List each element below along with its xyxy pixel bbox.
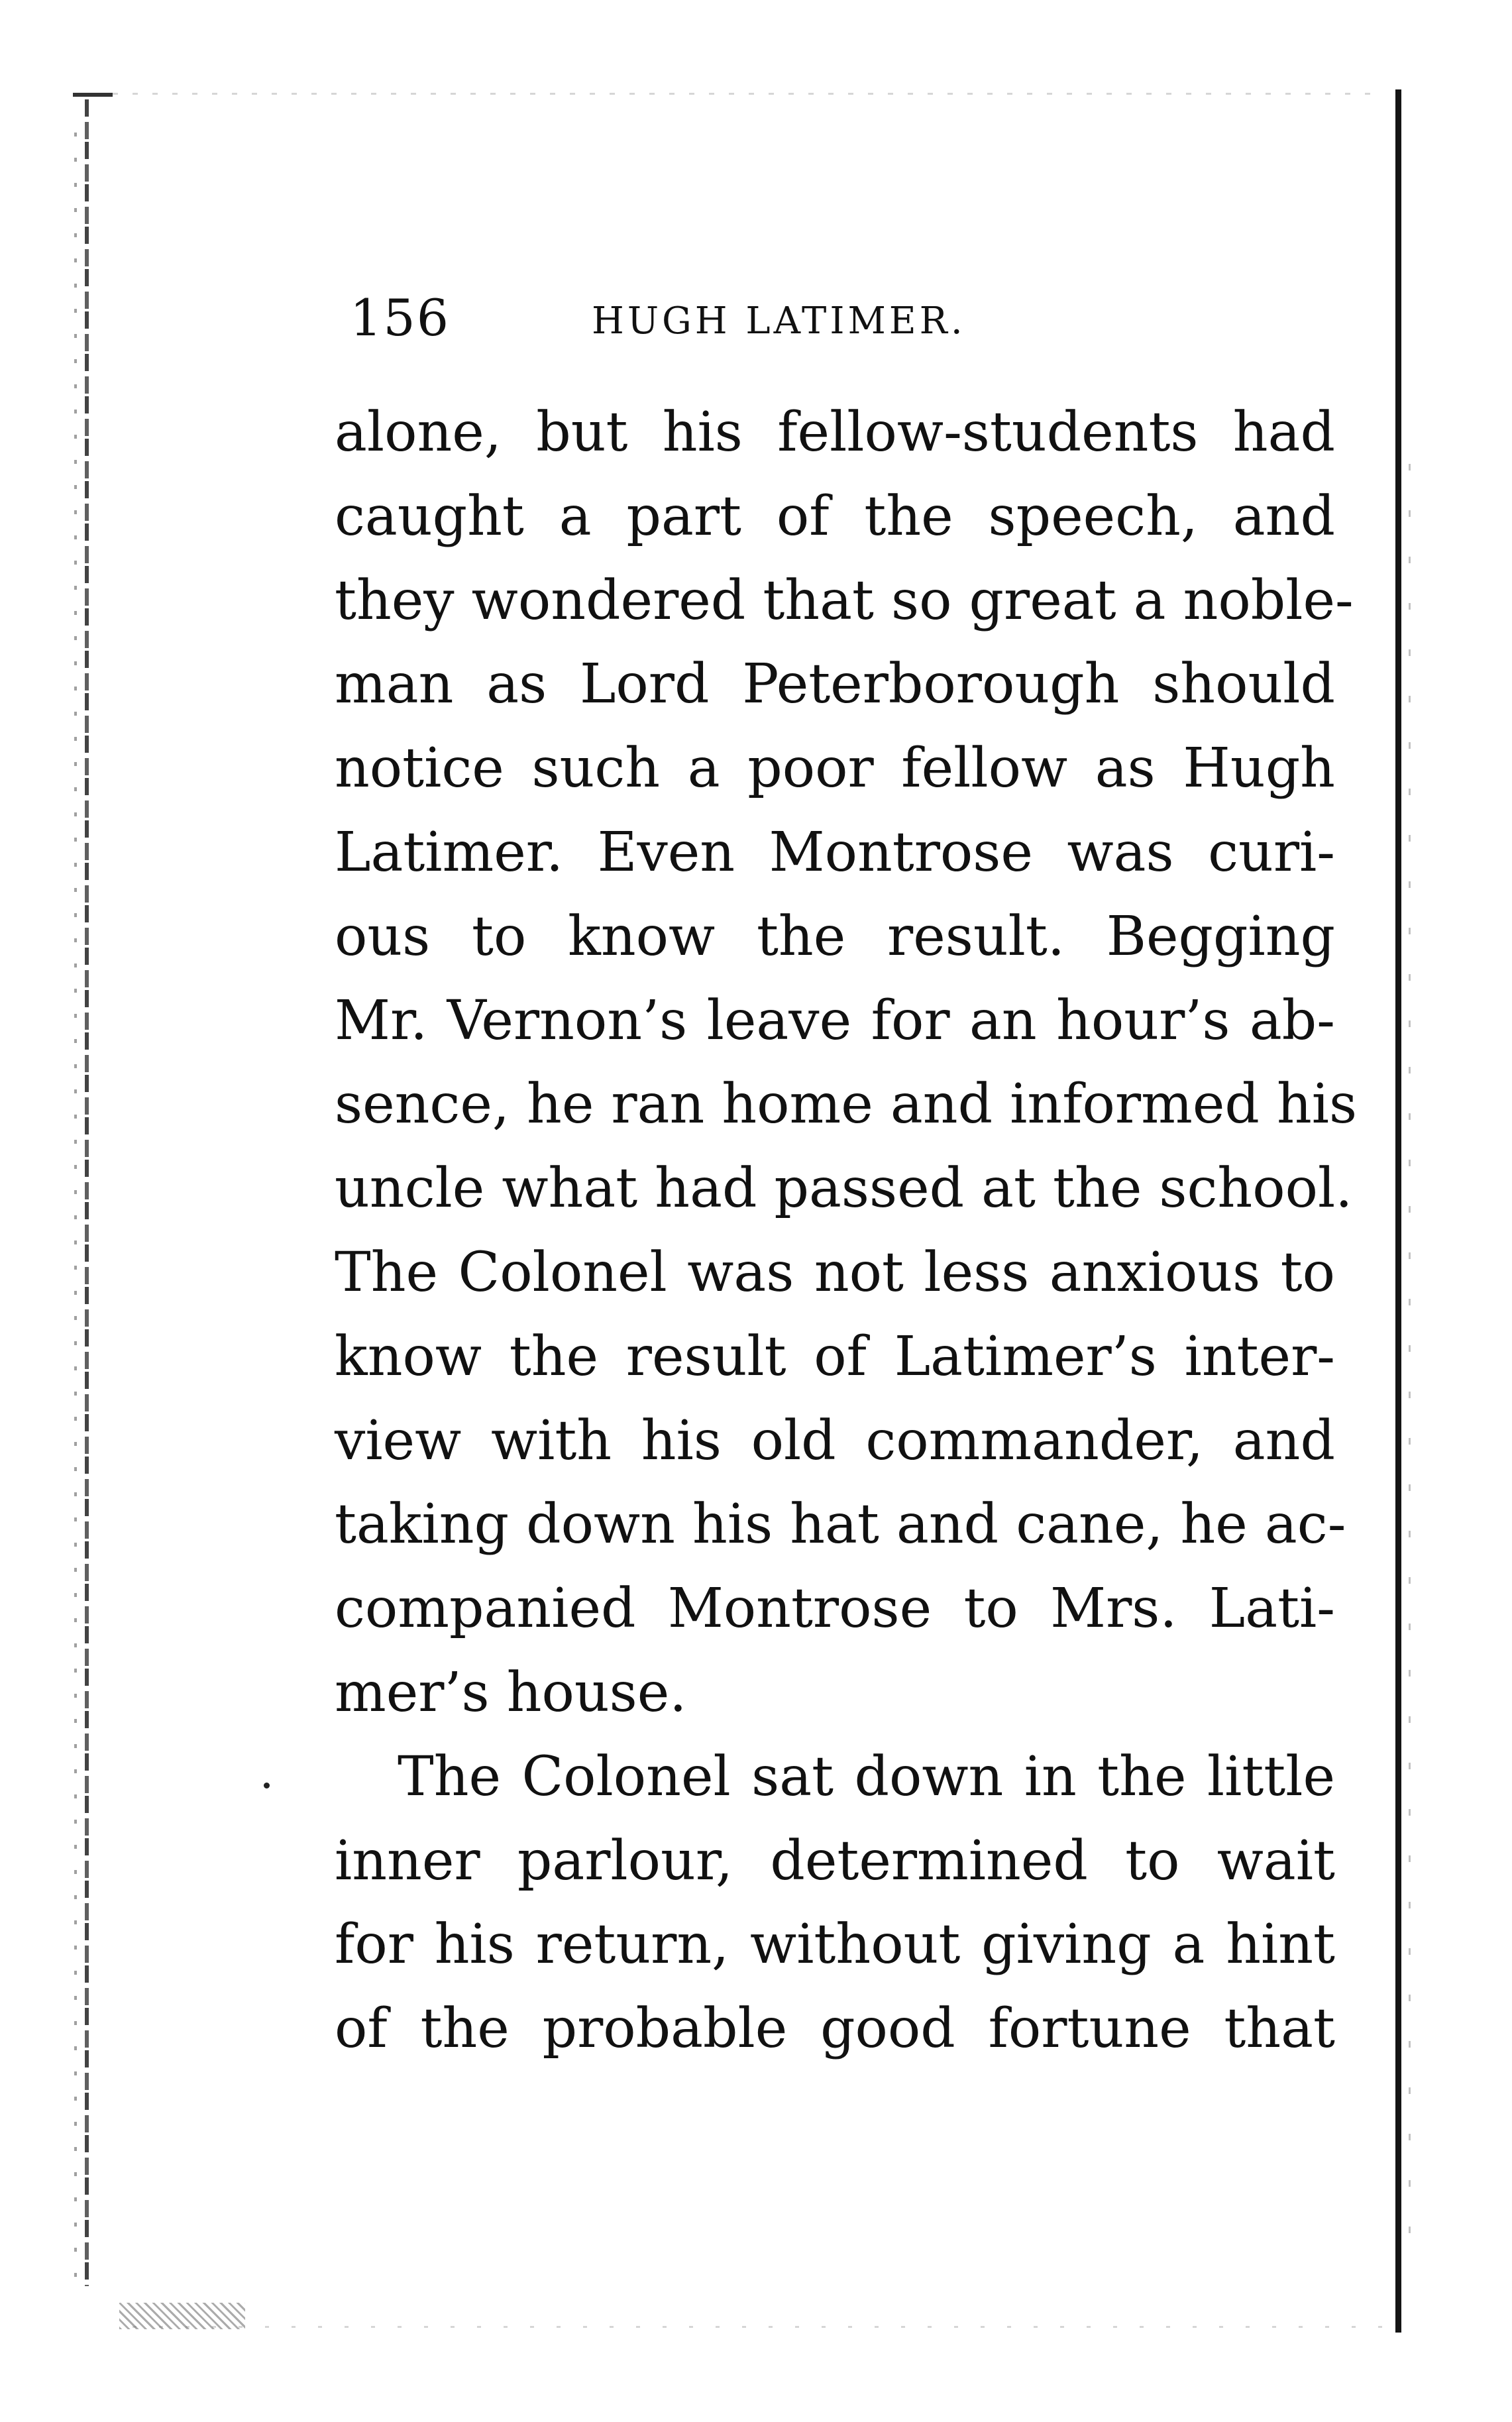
- text-line: of the probable good fortune that: [335, 1997, 1335, 2061]
- text-line: uncle what had passed at the school.: [335, 1157, 1353, 1221]
- text-line: view with his old commander, and: [335, 1409, 1335, 1472]
- text-line: companied Montrose to Mrs. Lati-: [335, 1577, 1335, 1641]
- text-line: ous to know the result. Begging: [335, 905, 1335, 968]
- text-line: for his return, without giving a hint: [335, 1913, 1335, 1977]
- text-line: man as Lord Peterborough should: [335, 653, 1335, 716]
- text-line: Mr. Vernon’s leave for an hour’s ab-: [335, 989, 1335, 1052]
- paragraph-end-line: mer’s house.: [335, 1661, 687, 1724]
- page-number: 156: [350, 288, 451, 347]
- text-line: Latimer. Even Montrose was curi-: [335, 820, 1335, 884]
- stray-ink-dot: [264, 1783, 270, 1789]
- text-line: inner parlour, determined to wait: [335, 1829, 1335, 1893]
- text-line: sence, he ran home and informed his: [335, 1073, 1358, 1136]
- text-line: notice such a poor fellow as Hugh: [335, 737, 1335, 800]
- scan-edge-left: [85, 99, 89, 2286]
- scan-edge-right: [1395, 89, 1401, 2333]
- text-line: they wondered that so great a noble-: [335, 569, 1354, 632]
- running-head: HUGH LATIMER.: [592, 300, 966, 343]
- paragraph-start-line: The Colonel sat down in the little: [398, 1745, 1335, 1808]
- text-line: The Colonel was not less anxious to: [335, 1240, 1335, 1304]
- text-line: alone, but his fellow-students had: [335, 401, 1335, 464]
- scan-edge-corner: [73, 93, 113, 97]
- body-text: [335, 391, 1358, 2071]
- scan-edge-right-faint: [1409, 464, 1411, 2253]
- text-line: caught a part of the speech, and: [335, 484, 1335, 548]
- scan-edge-bottom: [133, 2326, 1391, 2328]
- text-line: taking down his hat and cane, he ac-: [335, 1493, 1346, 1557]
- scan-edge-top: [113, 93, 1372, 95]
- text-line: know the result of Latimer’s inter-: [335, 1325, 1335, 1388]
- scan-edge-left-marks: [74, 133, 77, 2286]
- page-header: [350, 285, 1337, 351]
- scan-smudge: [119, 2303, 245, 2329]
